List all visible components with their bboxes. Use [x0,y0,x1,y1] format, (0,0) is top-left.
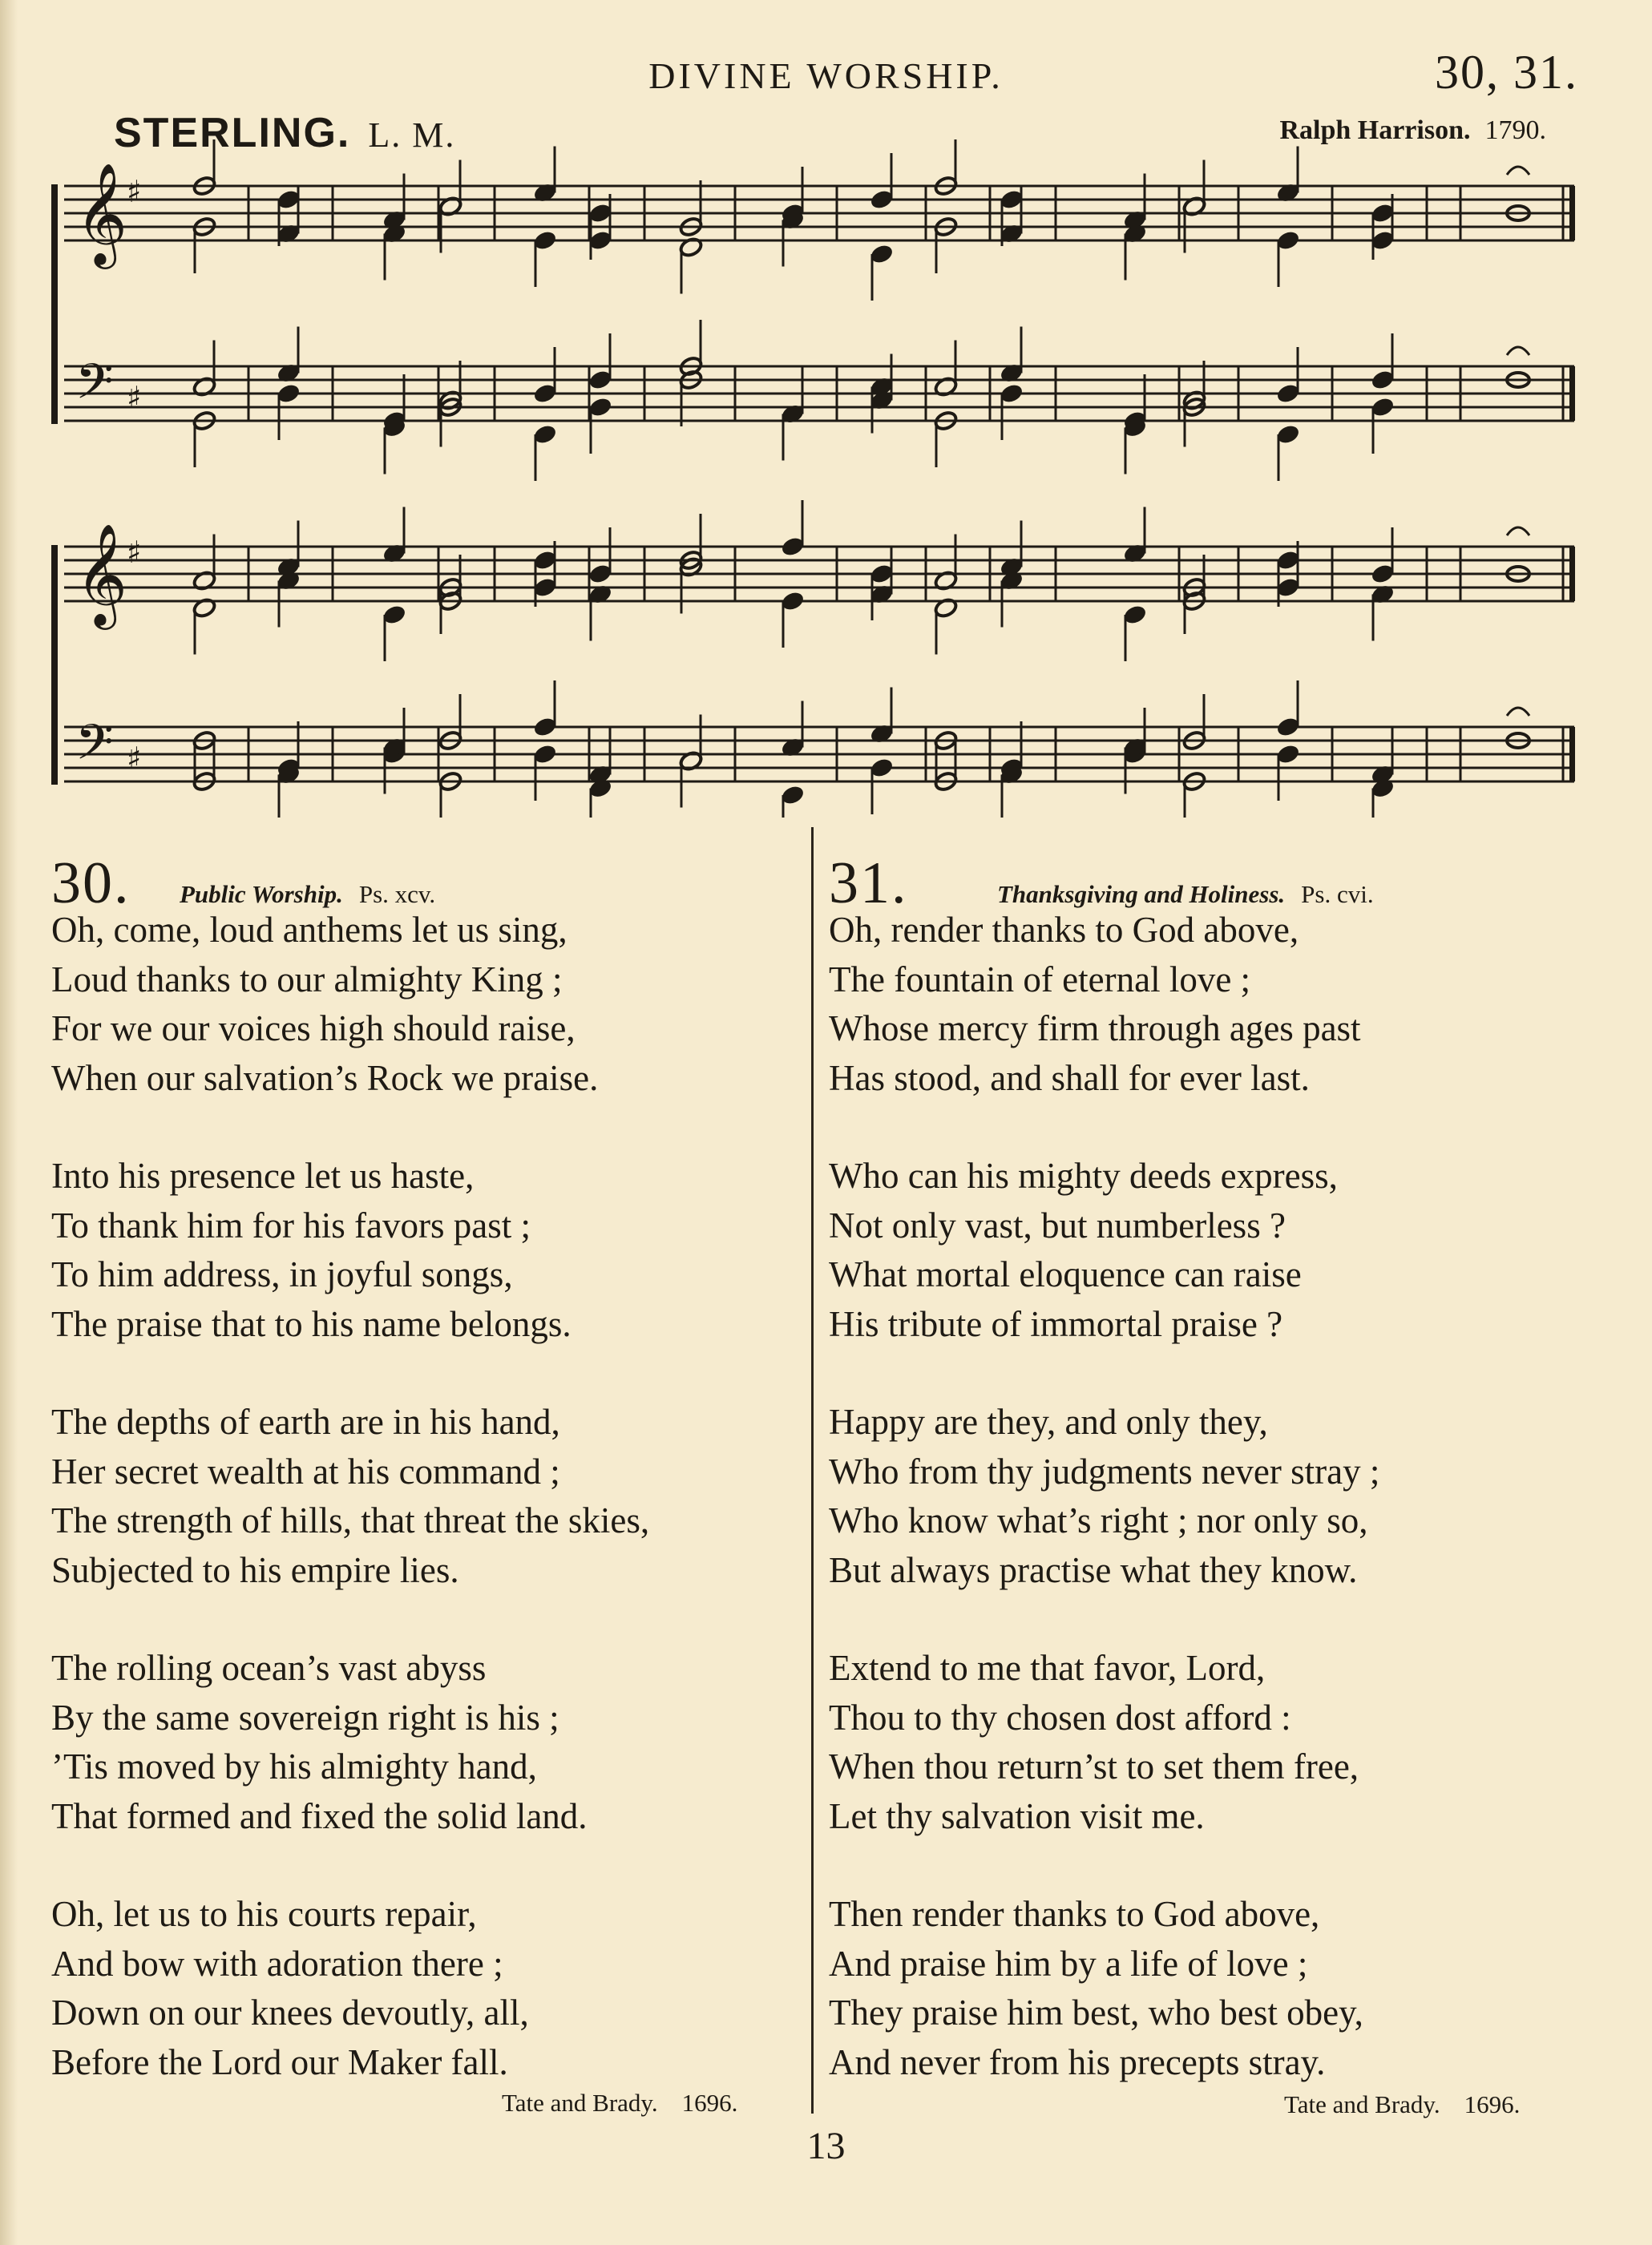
hymn-number: 30. [51,850,131,916]
credit-year: 1696. [681,2089,738,2117]
key-sharp-icon: ♯ [127,741,142,776]
hymn-31-credit [1284,2090,1520,2119]
hymn-heading [829,850,1598,916]
key-sharp-icon: ♯ [127,535,142,570]
verse-line: Thou to thy chosen dost afford : [829,1697,1291,1738]
verse-line: Not only vast, but numberless ? [829,1205,1286,1246]
verse-line: The fountain of eternal love ; [829,959,1251,999]
verse-line: Loud thanks to our almighty King ; [51,959,563,999]
verse-line: They praise him best, who best obey, [829,1993,1363,2033]
credit-author: Tate and Brady. [502,2089,658,2117]
verse-line: Into his presence let us haste, [51,1156,475,1196]
fermata-icon [1507,708,1529,716]
verse-line: Who know what’s right ; nor only so, [829,1500,1368,1540]
verse-line: The praise that to his name belongs. [51,1303,572,1344]
hymn-subject: Thanksgiving and Holiness. [997,880,1286,908]
verse-5 [829,1890,1598,2087]
running-title: DIVINE WORSHIP. [648,55,1004,96]
tune-meter: L. M. [368,115,456,155]
credit-author: Tate and Brady. [1284,2090,1440,2118]
verse-3 [51,1398,797,1595]
verse-line: And bow with adoration there ; [51,1943,503,1984]
credit-year: 1696. [1464,2090,1521,2118]
hymn-31 [829,850,1598,2087]
verse-2 [829,1152,1598,1349]
key-sharp-icon: ♯ [127,380,142,415]
verse-line: That formed and fixed the solid land. [51,1795,588,1836]
verse-line: For we our voices high should raise, [51,1008,576,1048]
bass-clef-icon: 𝄢 [75,353,114,422]
verse-line: By the same sovereign right is his ; [51,1697,559,1738]
verse-line: The strength of hills, that threat the skies, [51,1500,650,1540]
fermata-icon [1507,347,1529,355]
hymn-psalm: Ps. xcv. [358,880,436,908]
verse-line: Then render thanks to God above, [829,1894,1320,1934]
verse-line: Oh, come, loud anthems let us sing, [51,910,567,950]
final-bar-line [1569,366,1575,421]
verse-5 [51,1890,797,2087]
verse-line: What mortal eloquence can raise [829,1254,1302,1294]
folio-number: 13 [806,2125,846,2167]
verse-line: But always practise what they know. [829,1549,1358,1590]
hymn-heading [51,850,797,916]
verse-line: Before the Lord our Maker fall. [51,2041,508,2082]
verse-4 [829,1644,1598,1841]
verse-2 [51,1152,797,1349]
verse-line: To thank him for his favors past ; [51,1205,531,1246]
hymn-30-credit [502,2089,737,2118]
verse-4 [51,1644,797,1841]
verse-line: Let thy salvation visit me. [829,1795,1205,1836]
fermata-icon [1507,167,1529,175]
hymn-psalm: Ps. cvi. [1301,880,1374,908]
verse-line: And praise him by a life of love ; [829,1943,1308,1984]
treble-clef-icon: 𝄞 [75,162,128,264]
verse-line: The depths of earth are in his hand, [51,1402,560,1442]
final-bar-line [1569,547,1575,601]
composer-name: Ralph Harrison. [1279,115,1471,145]
verse-line: The rolling ocean’s vast abyss [51,1648,487,1688]
final-bar-line [1569,186,1575,240]
hymn-subject: Public Worship. [180,880,343,908]
verse-line: Whose mercy firm through ages past [829,1008,1361,1048]
verse-line: Oh, let us to his courts repair, [51,1894,477,1934]
composer-year: 1790. [1484,115,1546,145]
verse-1 [51,906,797,1103]
hymn-number: 31. [829,850,908,916]
final-bar-line [1569,727,1575,781]
verse-line: His tribute of immortal praise ? [829,1303,1283,1344]
key-sharp-icon: ♯ [127,174,142,209]
verse-3 [829,1398,1598,1595]
hymn-30 [51,850,797,2087]
verse-line: Her secret wealth at his command ; [51,1451,560,1492]
system-brace [51,545,58,785]
verse-1 [829,906,1598,1103]
verse-line: Oh, render thanks to God above, [829,910,1299,950]
verse-line: Who from thy judgments never stray ; [829,1451,1380,1492]
verse-line: Happy are they, and only they, [829,1402,1268,1442]
verse-line: And never from his precepts stray. [829,2041,1326,2082]
verse-line: To him address, in joyful songs, [51,1254,513,1294]
column-divider [811,827,814,2114]
page-numbers: 30, 31. [1435,46,1578,99]
verse-line: When our salvation’s Rock we praise. [51,1057,599,1098]
verse-line: When thou return’st to set them free, [829,1746,1359,1787]
treble-clef-icon: 𝄞 [75,523,128,625]
tune-name: STERLING. [114,110,351,156]
verse-line: Who can his mighty deeds express, [829,1156,1338,1196]
verse-line: Down on our knees devoutly, all, [51,1993,529,2033]
verse-line: Subjected to his empire lies. [51,1549,459,1590]
verse-line: Has stood, and shall for ever last. [829,1057,1310,1098]
verse-line: Extend to me that favor, Lord, [829,1648,1266,1688]
bass-clef-icon: 𝄢 [75,714,114,783]
fermata-icon [1507,527,1529,535]
verse-line: ’Tis moved by his almighty hand, [51,1746,537,1787]
system-brace [51,184,58,424]
music-score [0,0,1652,818]
